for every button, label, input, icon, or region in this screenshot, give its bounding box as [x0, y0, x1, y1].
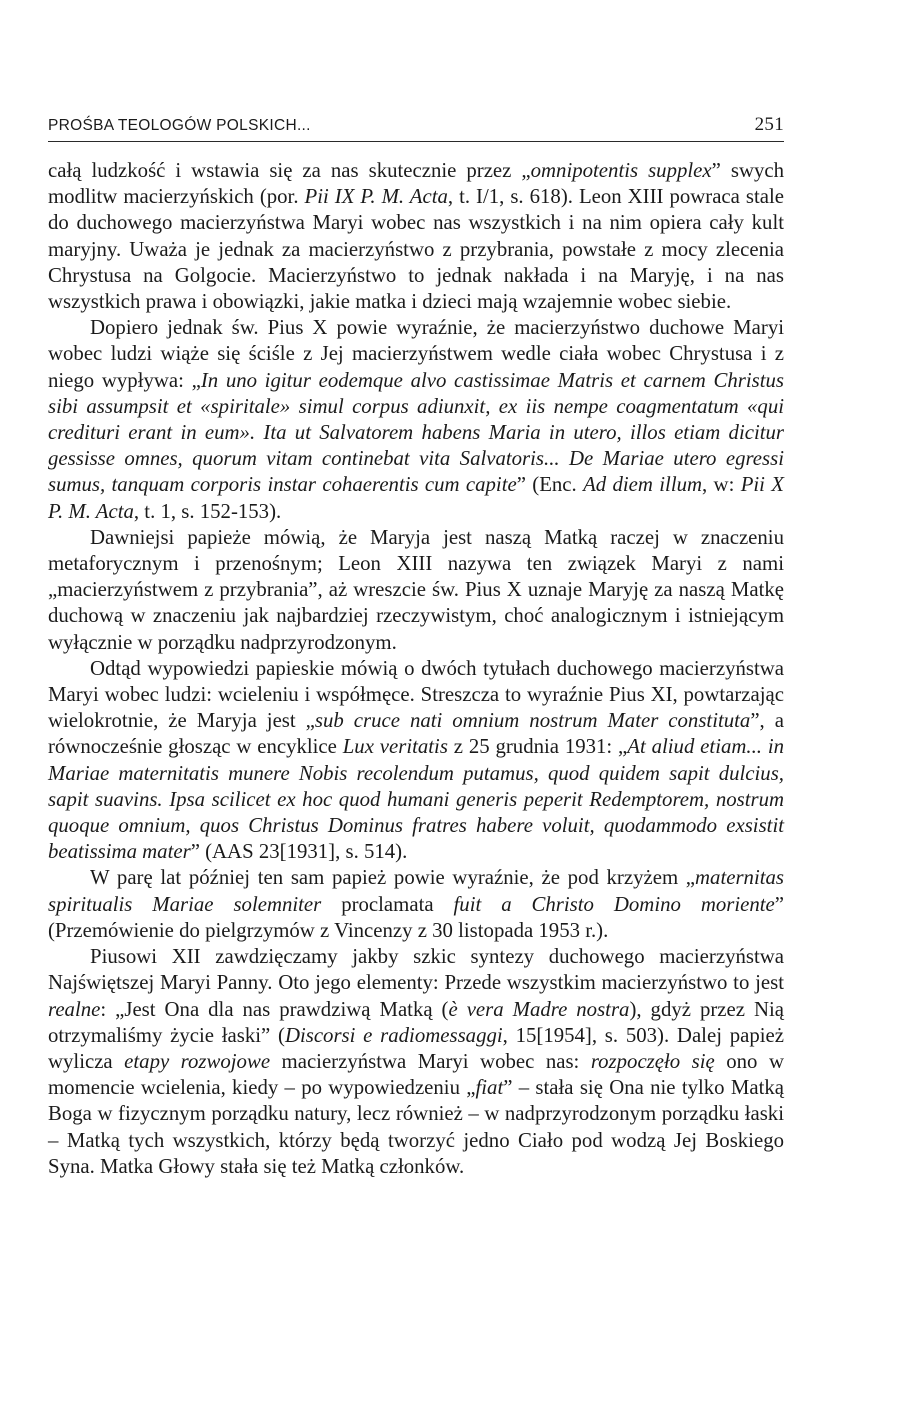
- text-run: macierzyństwa Maryi wobec nas:: [270, 1049, 591, 1073]
- text-run: , 15[1954], s. 503). Dalej papież wylicza: [48, 1023, 784, 1073]
- text-run: , t. I/1, s. 618). Leon XIII powraca stale do duchowego macierzyństwa Maryi wobec nas wszystkich i na nim opiera cały kult maryjny. Uważa je jednak za macierzyństwo z przybrania, powstałe z mocy zlecenia Chrystusa na Golgocie. Macierzyństwo to jednak nakłada i na Maryję, i na nas wszystkich prawa i obowiązki, jakie matka i dzieci mają wzajemnie wobec siebie.: [48, 185, 784, 314]
- paragraph-5: [48, 865, 784, 944]
- text-run: ” swych modlitw macierzyńskich (por.: [48, 159, 784, 209]
- text-run: z 25 grudnia 1931: „: [447, 735, 628, 759]
- running-title: PROŚBA TEOLOGÓW POLSKICH...: [48, 117, 311, 134]
- text-run: , w:: [702, 473, 741, 497]
- paragraph-4: [48, 656, 784, 866]
- text-run: ” – stała się Ona nie tylko Matką Boga w fizycznym porządku natury, lecz również – w nadprzyrodzonym porządku łaski – Matką tych wszystkich, którzy będą tworzyć jedno Ciało pod wodzą Jej Boskiego Syna. Matka Głowy stała się też Matką członków.: [48, 1076, 784, 1178]
- italic-run: etapy rozwojowe: [124, 1049, 271, 1073]
- italic-run: fiat: [475, 1076, 504, 1100]
- italic-run: In uno igitur eodemque alvo castissimae Matris et carnem Christus sibi assumpsit et «spiritale» simul corpus adiunxit, ex iis nempe coagmentatum «qui credituri erant in eum». Ita ut Salvatorem habens Maria in utero, illos etiam dicitur gessisse omnes, quorum vitam continebat vita Salvatoris... De Mariae utero egressi sumus, tanquam corporis instar cohaerentis cum capite: [48, 368, 784, 497]
- paragraph-3: [48, 525, 784, 656]
- text-run: , t. 1, s. 152-153).: [133, 499, 282, 523]
- text-run: Odtąd wypowiedzi papieskie mówią o dwóch tytułach duchowego macierzyństwa Maryi wobec ludzi: wcieleniu i współmęce. Streszcza to wyraźnie Pius XI, powtarzając wielokrotnie, że Maryja jest „: [48, 656, 784, 733]
- text-run: Piusowi XII zawdzięczamy jakby szkic syntezy duchowego macierzyństwa Najświętszej Maryi Panny. Oto jego elementy: Przede wszystkim macierzyństwo to jest: [48, 945, 784, 995]
- italic-run: Ad diem illum: [583, 473, 703, 497]
- paragraph-2: [48, 315, 784, 525]
- running-header: [48, 114, 784, 136]
- paragraph-6: [48, 944, 784, 1180]
- header-rule: [48, 141, 784, 142]
- italic-run: Pii X P. M. Acta: [48, 473, 784, 523]
- text-run: W parę lat później ten sam papież powie wyraźnie, że pod krzyżem „: [90, 866, 696, 890]
- italic-run: omnipotentis supplex: [530, 159, 712, 182]
- page-number: 251: [754, 114, 784, 135]
- text-run: ” (Enc.: [516, 473, 584, 497]
- italic-run: è vera Madre nostra: [448, 997, 630, 1021]
- text-run: ono w momencie wcielenia, kiedy – po wypowiedzeniu „: [48, 1049, 784, 1100]
- text-run: Dopiero jednak św. Pius X powie wyraźnie, że macierzyństwo duchowe Maryi wobec ludzi wiąże się ściśle z Jej macierzyństwem wedle ciała wobec Chrystusa i z niego wypływa: „: [48, 316, 784, 392]
- text-run: Dawniejsi papieże mówią, że Maryja jest naszą Matką raczej w znaczeniu metaforycznym i przenośnym; Leon XIII nazywa ten związek Maryi z nami „macierzyństwem z przybrania”, aż wreszcie św. Pius X uznaje Maryję za naszą Matkę duchową w znaczeniu jak najbardziej rzeczywistym, choć analogicznym i istniejącym wyłącznie w porządku nadprzyrodzonym.: [48, 525, 784, 654]
- text-run: ” (Przemówienie do pielgrzymów z Vincenzy z 30 listopada 1953 r.).: [48, 892, 784, 942]
- text-run: : „Jest Ona dla nas prawdziwą Matką (: [100, 997, 449, 1021]
- text-run: ”, a równocześnie głosząc w encyklice: [48, 709, 784, 759]
- text-run: proclamata: [321, 892, 454, 916]
- text-run: ” (AAS 23[1931], s. 514).: [190, 840, 408, 864]
- italic-run: Pii IX P. M. Acta: [304, 185, 448, 209]
- italic-run: fuit a Christo Domino moriente: [453, 892, 775, 916]
- text-run: całą ludzkość i wstawia się za nas skutecznie przez „: [48, 159, 531, 182]
- italic-run: At aliud etiam... in Mariae maternitatis munere Nobis recolendum putamus, quod quidem sapit dulcius, sapit suavins. Ipsa scilicet ex hoc quod humani generis peperit Redemptorem, nostrum quoque omnium, quos Christus Dominus fratres habere voluit, quodammodo exsistit beatissima mater: [48, 735, 785, 864]
- italic-run: Lux veritatis: [342, 735, 448, 759]
- text-run: ), gdyż przez Nią otrzymaliśmy życie łaski” (: [48, 997, 784, 1047]
- body-text: [48, 158, 784, 1180]
- paragraph-1: [48, 158, 784, 315]
- italic-run: Discorsi e radiomessaggi: [284, 1023, 503, 1047]
- italic-run: sub cruce nati omnium nostrum Mater constituta: [314, 709, 751, 733]
- italic-run: realne: [48, 997, 101, 1021]
- italic-run: rozpoczęło się: [590, 1049, 715, 1073]
- italic-run: maternitas spiritualis Mariae solemniter: [48, 866, 784, 916]
